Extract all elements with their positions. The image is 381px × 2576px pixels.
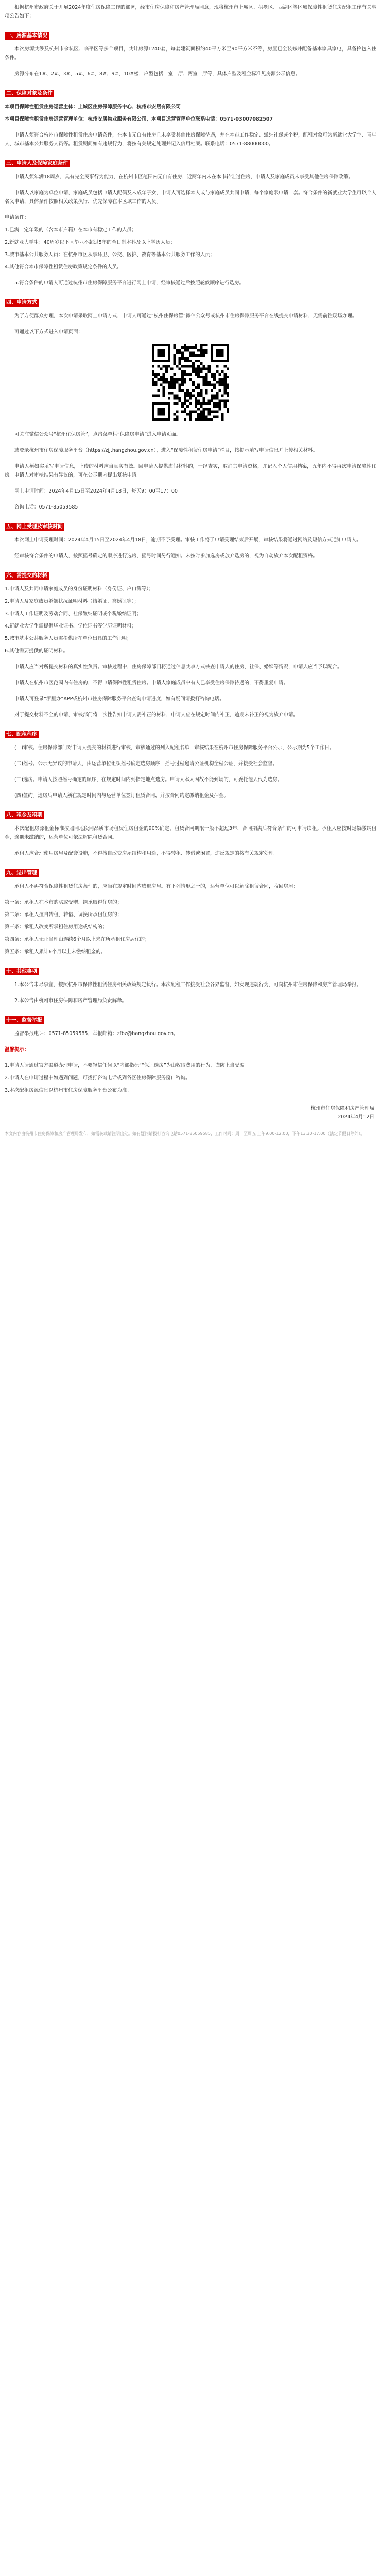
paragraph: 本次配租房源租金标准按照同地段同品质市场租赁住房租金的90%确定，租赁合同期限一般不超过3年，合同期满后符合条件的可申请续租。承租人应按时足额缴纳租金，逾期未缴纳的，运营单位可依法解除租赁合同。 xyxy=(5,826,376,840)
paragraph: 5.符合条件的申请人可通过杭州市住房保障服务平台进行网上申请，经审核通过后按照轮候顺序进行选房。 xyxy=(14,280,245,286)
notice-item: 2.申请人在申请过程中如遇到问题，可拨打咨询电话或到各区住房保障服务窗口咨询。 xyxy=(5,1075,190,1081)
paragraph: 本次房源共涉及杭州市余杭区、临平区等多个项目，共计房源1240套，每套建筑面积约40平方米至90平方米不等，房屋已全装修并配备基本家具家电，具备拎包入住条件。 xyxy=(5,46,376,61)
paragraph: 申请人须年满18周岁，具有完全民事行为能力，在杭州市区范围内无自有住房，近两年内未在本市转让过住房，申请人及家庭成员未享受其他住房保障政策。 xyxy=(14,174,354,180)
paragraph: 申请人可登录“浙里办”APP或杭州市住房保障服务平台查询申请进度，如有疑问请拨打咨询电话。 xyxy=(14,696,224,702)
notice-title: 温馨提示： xyxy=(5,1047,29,1053)
signature-block xyxy=(5,1104,374,1122)
paragraph: 为了方便群众办理，本次申请采取网上申请方式，申请人可通过“杭州住保房管”微信公众号或杭州市住房保障服务平台在线提交申请材料，无需前往现场办理。 xyxy=(14,313,357,319)
list-item: 第四条：承租人无正当理由连续6个月以上未在所承租住房居住的； xyxy=(5,937,150,942)
signature-date: 2024年4月12日 xyxy=(338,1114,374,1120)
paragraph: 监督举报电话：0571-85059585，举报邮箱：zfbz@hangzhou.gov.cn。 xyxy=(14,1031,179,1037)
paragraph: (二)摇号。公示无异议的申请人，由运营单位组织摇号确定选房顺序，摇号过程邀请公证机构全程公证，并接受社会监督。 xyxy=(14,761,278,767)
paragraph: 承租人不再符合保障性租赁住房条件的，应当在规定时间内腾退房屋。有下列情形之一的，运营单位可以解除租赁合同，收回房屋： xyxy=(14,884,299,889)
list-item: 2.申请人及家庭成员婚姻状况证明材料（结婚证、离婚证等）； xyxy=(5,599,139,604)
paragraph: 本次网上申请受理时间：2024年4月15日至2024年4月18日，逾期不予受理。审核工作将于申请受理结束后开展，审核结果将通过网站及短信方式通知申请人。 xyxy=(14,537,361,543)
paragraph: 可通过以下方式进入申请页面： xyxy=(14,329,83,335)
qr-code-icon[interactable] xyxy=(152,344,229,421)
list-item: 2.新就业大学生：40周岁以下且毕业不超过5年的全日制本科及以上学历人员； xyxy=(5,240,176,245)
list-intro: 申请条件： xyxy=(5,215,29,221)
operator-line: 本项目保障性租赁住房运营主体：上城区住房保障服务中心、杭州市安居有限公司 xyxy=(5,104,181,110)
notice-item: 3.本次配租房源信息以杭州市住房保障服务平台公布为准。 xyxy=(5,1088,132,1093)
list-item: 3.城市基本公共服务人员：在杭州市区从事环卫、公交、医护、教育等基本公共服务工作的人员； xyxy=(5,252,215,258)
list-item: 1.已满一定年限的（含本市户籍）在本市有稳定工作的人员； xyxy=(5,227,137,233)
paragraph: (四)签约。选房后申请人须在规定时间内与运营单位签订租赁合同，并按合同约定缴纳租金及押金。 xyxy=(14,793,229,799)
list-item: 第一条：承租人在本市购买或受赠、继承取得住房的； xyxy=(5,900,123,905)
paragraph: 2.本公告由杭州市住房保障和房产管理局负责解释。 xyxy=(14,998,127,1004)
list-item: 4.其他符合本市保障性租赁住房政策规定条件的人员。 xyxy=(5,264,122,270)
paragraph: 申请人在杭州市区范围内有住房的，不得申请保障性租赁住房。申请人家庭成员中有人已享受住房保障待遇的，不得重复申请。 xyxy=(14,680,289,686)
intro-paragraph: 根据杭州市政府关于开展2024年度住房保障工作的部署，经市住房保障和房产管理局同意，现将杭州市上城区、拱墅区、西湖区等区域保障性租赁住房配租工作有关事项公告如下： xyxy=(5,5,376,19)
section-heading: 五、网上受理及审核时间 xyxy=(5,523,64,531)
section-heading: 十一、监督举报 xyxy=(5,1016,44,1024)
paragraph: 承租人应合理使用房屋及配套设施，不得擅自改变房屋结构和用途，不得转租、转借或闲置，违反规定的按有关规定处理。 xyxy=(14,851,279,856)
paragraph: 申请人须如实填写申请信息，上传的材料应当真实有效。因申请人提供虚假材料的，一经查实，取消其申请资格，并记入个人信用档案，五年内不得再次申请保障性住房。申请人对审核结果有异议的，可在公示期内提出复核申请。 xyxy=(5,464,376,478)
list-item: 5.城市基本公共服务人员需提供所在单位出具的工作证明； xyxy=(5,636,132,641)
section-heading: 四、申请方式 xyxy=(5,299,39,307)
list-item: 第二条：承租人擅自转租、转借、调换所承租住房的； xyxy=(5,912,123,918)
section-heading: 十、其他事项 xyxy=(5,968,39,975)
paragraph: 或登录杭州市住房保障服务平台（https://zjj.hangzhou.gov.cn），进入“保障性租赁住房申请”栏目，按提示填写申请信息并上传相关材料。 xyxy=(14,448,318,453)
section-heading: 一、房源基本情况 xyxy=(5,32,49,40)
list-item: 6.其他需要提供的证明材料。 xyxy=(5,648,68,654)
signature-org: 杭州市住房保障和房产管理局 xyxy=(310,1106,374,1111)
section-heading: 三、申请人及保障家庭条件 xyxy=(5,160,70,167)
section-heading: 六、需提交的材料 xyxy=(5,572,49,580)
paragraph: 经审核符合条件的申请人，按照摇号确定的顺序进行选房，摇号时间另行通知。未按时参加选房或放弃选房的，视为自动放弃本次配租资格。 xyxy=(14,553,318,559)
section-heading: 二、保障对象及条件 xyxy=(5,90,54,97)
paragraph: (三)选房。申请人按照摇号确定的顺序，在规定时间内到指定地点选房。申请人本人因故不能到场的，可委托他人代为选房。 xyxy=(14,777,283,783)
application-time: 网上申请时间：2024年4月15日至2024年4月18日，每天9：00至17：00。 xyxy=(14,488,183,494)
list-item: 4.新就业大学生需提供毕业证书、学位证书等学历证明材料； xyxy=(5,623,137,629)
footer-note: 本文内容由杭州市住房保障和房产管理局发布，如需转载请注明出处。如有疑问请拨打咨询电话0571-85059585，工作时间：周一至周五 上午9:00-12:00，下午13:30-17:00（法定节假日除外）。 xyxy=(5,1131,365,1136)
paragraph: 可关注微信公众号“杭州住保房管”，点击菜单栏“保障房申请”进入申请页面。 xyxy=(14,432,181,437)
qr-code-container xyxy=(5,344,376,421)
consult-phone: 咨询电话：0571-85059585 xyxy=(14,504,78,510)
section-heading: 七、配租程序 xyxy=(5,731,39,738)
paragraph: 申请人须符合杭州市保障性租赁住房申请条件，在本市无自有住房且未享受其他住房保障待遇，并在本市工作稳定、缴纳社保或个税，配租对象可为新就业大学生、青年人、城市基本公共服务人员等。租赁期间如有违规行为，将按有关规定处理并记入信用档案。联系电话：0571-88000000。 xyxy=(5,132,377,147)
notice-item: 1.申请人请通过官方渠道办理申请，不要轻信任何以“内部指标”“保证选房”为由收取费用的行为，谨防上当受骗。 xyxy=(5,1063,250,1069)
paragraph: 房源分布在1#、2#、3#、5#、6#、8#、9#、10#楼，户型包括一室一厅、两室一厅等，具体户型及租金标准见房源公示信息。 xyxy=(14,71,301,77)
paragraph: 申请人以家庭为单位申请，家庭成员包括申请人配偶及未成年子女，申请人可选择本人或与家庭成员共同申请，每个家庭限申请一套。符合条件的新就业大学生可以个人名义申请，具体条件按照相关政策执行，优先保障在本区域工作的人员。 xyxy=(5,190,377,205)
contact-line: 本项目保障性租赁住房运营管理单位：杭州安居物业服务有限公司、本项目运营管理单位联系电话：0571-03007082507 xyxy=(5,116,273,122)
paragraph: 申请人应当对所提交材料的真实性负责。审核过程中，住房保障部门将通过信息共享方式核查申请人的住房、社保、婚姻等情况，申请人应当予以配合。 xyxy=(14,664,342,670)
section-heading: 八、租金及租期 xyxy=(5,811,44,819)
list-item: 第五条：承租人累计6个月以上未缴纳租金的。 xyxy=(5,949,106,955)
list-item: 1.申请人及共同申请家庭成员的身份证明材料（身份证、户口簿等）； xyxy=(5,586,154,592)
paragraph: 1.本公告未尽事宜，按照杭州市保障性租赁住房相关政策规定执行。本次配租工作接受社会各界监督，如发现违规行为，可向杭州市住房保障和房产管理局举报。 xyxy=(14,982,362,988)
section-heading: 九、退出管理 xyxy=(5,869,39,877)
list-item: 第三条：承租人改变所承租住房用途或结构的； xyxy=(5,924,108,930)
paragraph: (一)审核。住房保障部门对申请人提交的材料进行审核，审核通过的列入配租名单，审核结果在杭州市住房保障服务平台公示，公示期为5个工作日。 xyxy=(14,745,335,751)
paragraph: 对于提交材料不全的申请，审核部门将一次性告知申请人需补正的材料，申请人应在规定时间内补正，逾期未补正的视为放弃申请。 xyxy=(14,712,299,718)
list-item: 3.申请人工作证明及劳动合同、社保缴纳证明或个税缴纳证明； xyxy=(5,611,142,617)
